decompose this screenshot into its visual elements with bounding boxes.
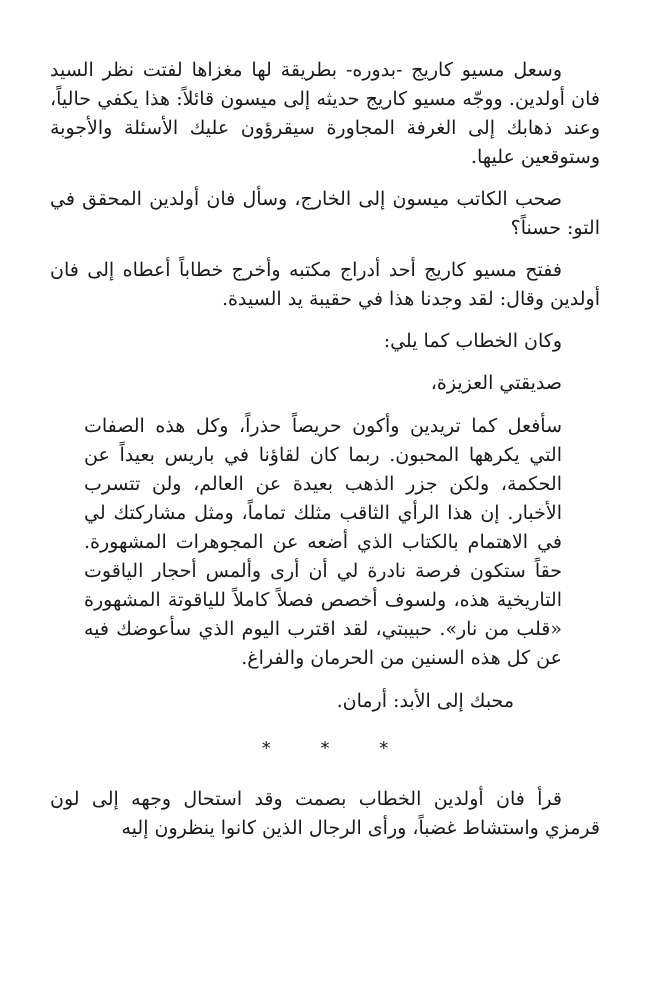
letter-body: سأفعل كما تريدين وأكون حريصاً حذراً، وكل هذه الصفات التي يكرهها المحبون. ربما كان لقاؤنا في باريس بعيداً عن الحكمة، ولكن جزر الذهب بعيدة عن العالم، ولن تتسرب الأخبار. إن هذا الرأي الثاقب مثلك تماماً، ومثل مشاركتك لي في الاهتمام بالكتاب الذي أضعه عن المجوهرات المشهورة. حقاً ستكون فرصة نادرة لي أن أرى وألمس أحجار الياقوت التاريخية هذه، ولسوف أخصص فصلاً كاملاً للياقوتة المشهورة «قلب من نار». حبيبتي، لقد اقترب اليوم الذي سأعوضك فيه عن كل هذه السنين من الحرمان والفراغ.: [84, 415, 562, 669]
book-page: [50, 56, 600, 856]
paragraph-clerk: صحب الكاتب ميسون إلى الخارج، وسأل فان أولدين المحقق في التو: حسناً؟: [50, 188, 600, 239]
paragraph-letter-intro: وكان الخطاب كما يلي:: [383, 330, 562, 352]
paragraph-cough: وسعل مسيو كاريج -بدوره- بطريقة لها مغزاها لفتت نظر السيد فان أولدين. ووجّه مسيو كاريج حديثه إلى ميسون قائلاً: هذا يكفي حالياً، وعند ذهابك إلى الغرفة المجاورة سيقرؤون عليك الأسئلة والأجوبة وستوقعين عليها.: [50, 59, 600, 168]
letter-salutation: صديقتي العزيزة،: [430, 372, 562, 394]
paragraph-drawer: ففتح مسيو كاريج أحد أدراج مكتبه وأخرج خطاباً أعطاه إلى فان أولدين وقال: لقد وجدنا هذا في حقيبة يد السيدة.: [50, 259, 600, 310]
quoted-letter: [84, 369, 562, 716]
section-separator: * * *: [261, 738, 411, 759]
paragraph-reading: قرأ فان أولدين الخطاب بصمت وقد استحال وجهه إلى لون قرمزي واستشاط غضباً، ورأى الرجال الذين كانوا ينظرون إليه: [50, 788, 600, 839]
letter-signoff: محبك إلى الأبد: أرمان.: [336, 690, 514, 712]
